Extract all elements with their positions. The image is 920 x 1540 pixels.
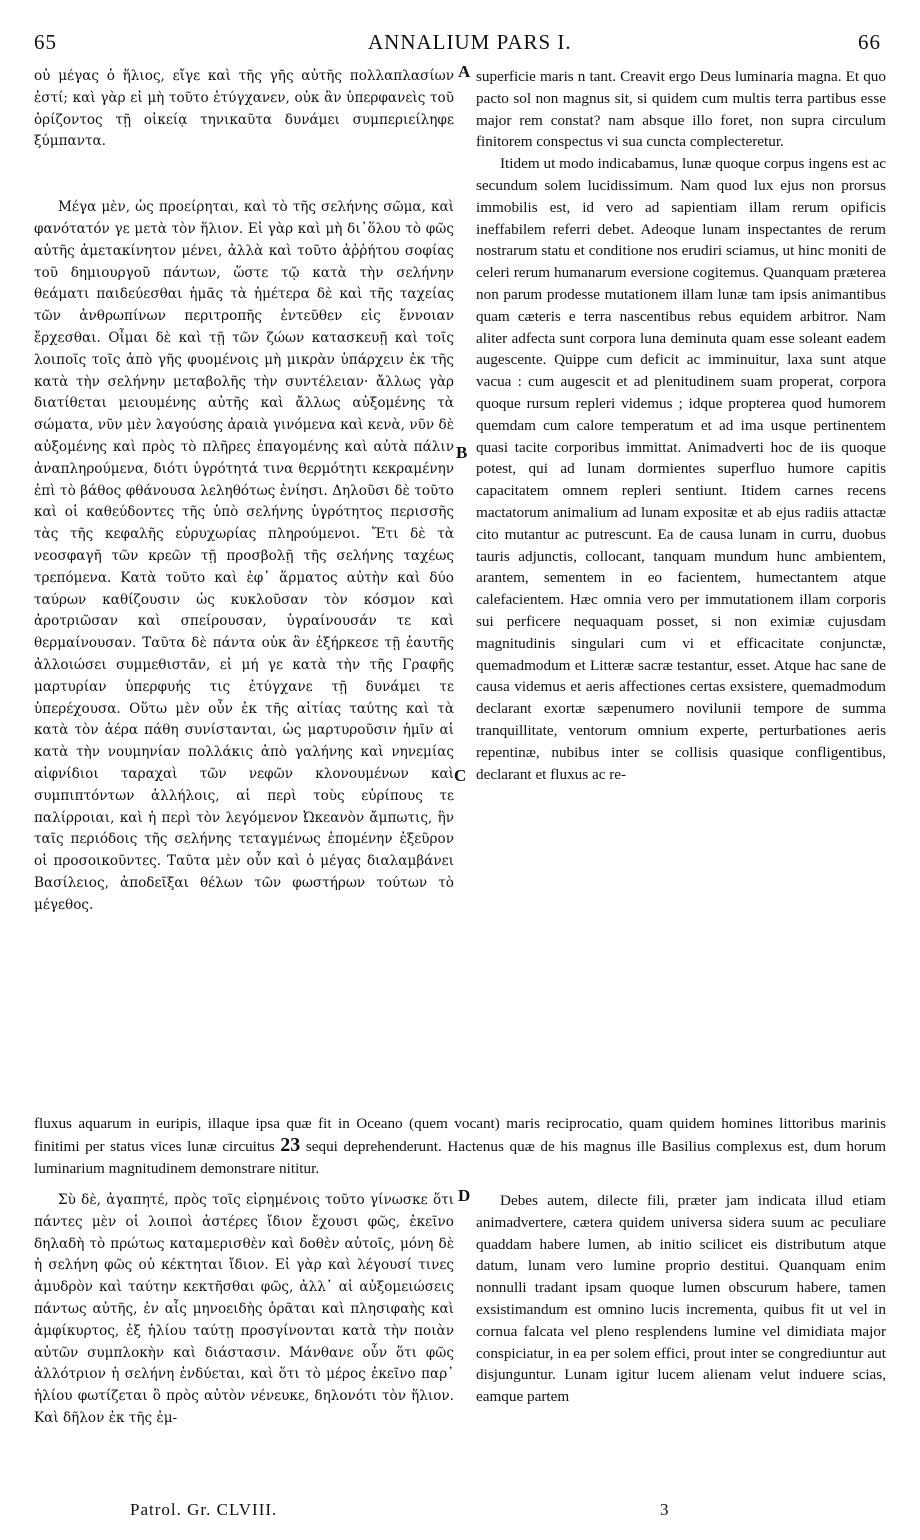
section-marker-c: C [454,766,467,785]
latin-full-width-continuation [34,1113,886,1179]
full-width-text-start: fluxus aquarum in euripis, illaque ipsa quæ fit in Oceano (quem vocant) maris reciprocatio, quam quidem homines littoribus marinis finitimi per status vices lunæ circuitus [34,1115,886,1155]
section-marker-a: A [458,62,471,81]
latin-column-top [476,66,886,785]
greek-paragraph-2: Μέγα μὲν, ὡς προείρηται, καὶ τὸ τῆς σελήνης σῶμα, καὶ φανότατόν γε μετὰ τὸν ἥλιον. Εἰ γὰρ καὶ μὴ δι᾽ὅλου τὸ φῶς αὐτῆς ἀμετακίνητον μένει, ἀλλὰ καὶ τοῦτο ἀῤῥήτου σοφίας τοῦ δημιουργοῦ πάντων, ὥστε τῷ κατὰ τὴν σελήνην θεάματι παιδεύεσθαι ἡμᾶς τὰ ἡμέτερα δὲ καὶ τῆς ταχείας τῶν ἀνθρωπίνων περιτροπῆς ἐντεῦθεν εἰς ἔννοιαν ἔρχεσθαι. Οἶμαι δὲ καὶ τῇ τῶν ζώων κατασκευῇ καὶ τοῖς λοιποῖς τοῖς ἀπὸ γῆς φυομένοις μὴ μικρὰν ὑπάρχειν ἐκ τῆς κατὰ τὴν σελήνην μεταβολῆς τὴν συντέλειαν· ἄλλως γὰρ διατίθεται μειουμένης αὐτῆς καὶ ἄλλως αὐξομένης τὰ σώματα, νῦν μὲν λαγούσης ἀραιὰ γινόμενα καὶ κενὰ, νῦν δὲ αὐξομένης καὶ πρὸς τὸ πλῆρες ἐπαγομένης καὶ αὐτὰ πάλιν ἀναπληρούμενα, διότι ὑγρότητά τινα θερμότητι κεκραμένην ἐπὶ τὸ βάθος φθάνουσα λεληθότως ἐνίησι. Δηλοῦσι δὲ τοῦτο καὶ οἱ καθεύδοντες τῆς ὑπὸ σελήνης ὑγρότητος περισσῆς τὰς τῆς κεφαλῆς εὐρυχωρίας πληρούμενοι. Ἔτι δὲ τὰ νεοσφαγῆ τῶν κρεῶν τῇ προσβολῇ τῆς σελήνης ταχέως τρεπόμενα. Κατὰ τοῦτο καὶ ἐφ᾽ ἅρματος αὐτὴν καὶ δύο ταύρων καθίζουσιν ὡς κυκλοῦσαν τὸν κόσμον καὶ ἀροτριῶσαν καὶ σπείρουσαν, ὑγραίνουσάν τε καὶ θερμαίνουσαν. Ταῦτα δὲ πάντα οὐκ ἂν ἐξήρκεσε τῇ ἑαυτῆς ἀλλοιώσει συμμεθιστᾶν, εἰ μή γε κατὰ τὴν τῆς Γραφῆς μαρτυρίαν ὑπερφυής τις ἐτύγχανε τῇ δυνάμει τε ὑπερέχουσα. Οὕτω μὲν οὖν ἐκ τῆς αἰτίας ταύτης καὶ τὰ κατὰ τὸν ἀέρα πάθη συνίστανται, ὡς μαρτυροῦσιν ἡμῖν αἱ κατὰ τὴν νουμηνίαν πολλάκις ἀπὸ γαλήνης καὶ νηνεμίας αἰφνίδιοι ταραχαὶ τῶν νεφῶν κλονουμένων καὶ συμπιπτόντων ἀλλήλοις, αἱ περὶ τοὺς εὐρίπους τε παλίρροιαι, καὶ ἡ περὶ τὸν λεγόμενον Ὠκεανὸν ἄμπωτις, ἣν ταῖς περιόδοις τῆς σελήνης τεταγμένως ἑπομένην ἐξεῦρον οἱ προσοικοῦντες. Ταῦτα μὲν οὖν καὶ ὁ μέγας διαλαμβάνει Βασίλειος, ἀποδεῖξαι θέλων τῶν φωστήρων τούτων τὸ μέγεθος. [34,199,454,913]
latin-paragraph-2: Itidem ut modo indicabamus, lunæ quoque corpus ingens est ac secundum solem lucidissimum. Nam quod lux ejus non prorsus immobilis est, id vero ad sapientiam illam rerum opificis ineffabilem referri debet. Adeoque lunam inspectantes de rerum nostrarum statu et conditione nos erudiri sciamus, ut hinc moniti de celeri rerum humanarum eversione cogitemus. Quanquam præterea non parum prodesse mutationem illam lunæ tam ipsis animantibus quam cæteris e terra nascentibus rebus equidem arbitror. Nam aliter adfecta sunt corpora luna deminuta quam esse soleant eadem augescente. Quippe cum deficit ac imminuitur, laxa sunt atque vacua : cum augescit et ad plenitudinem suam properat, corpora quoque rursum repleri videmus ; idque propterea quod humorem quemdam cum calore temperatum et ad ima usque pertinentem quasi tacite corporibus immittat. Animadverti hoc de iis quoque potest, qui ad lunam dormientes superfluo humore capitis capacitatem omnem repleri sentiunt. Itidem carnes recens mactatorum animalium ad lunam expositæ et ab ejus radiis attactæ cito mutantur ac putrescunt. Ea de causa lunam in curru, duobus tauris adjunctis, collocant, tanquam mundum hunc ambientem, arantem, sementem in eo facientem, humectantem atque calefacientem. Hæc omnia vero per immutationem illam corporis sui perficere nequaquam posset, si non eximiæ cujusdam magnitudinis singulari cum vi et efficacitate conjunctæ, quemadmodum et Litteræ sacræ testantur, esset. Atque hac sane de causa videmus et aeris affectiones certas exsistere, quemadmodum declarant exortæ sæpenumero novilunii tempore de summa tranquillitate, ventorum omnium experte, perturbationes aeris repentinæ, nubibus inter se collisis quasique confligentibus, declarant et fluxus ac re- [476,155,886,783]
section-marker-b: B [456,443,468,462]
footer-signature: 3 [660,1500,670,1519]
page-number-left: 65 [34,30,57,54]
footer-volume: Patrol. Gr. CLVIII. [130,1500,278,1519]
greek-paragraph-1: οὐ μέγας ὁ ἥλιος, εἴγε καὶ τῆς γῆς αὐτῆς πολλαπλασίων ἐστί; καὶ γὰρ εἰ μὴ τοῦτο ἐτύγχανεν, οὐκ ἂν ὑπερφανεὶς τοῦ ὁρίζοντος τῇ οἰκείᾳ τηνικαῦτα δυνάμει συμπεριείληφε ξύμπαντα. [34,68,454,150]
page-number-right: 66 [858,30,881,54]
section-marker-d: D [458,1186,471,1205]
latin-column-bottom [476,1190,886,1408]
latin-paragraph-3: Debes autem, dilecte fili, præter jam indicata illud etiam animadvertere, cætera quidem universa sidera suum ac peculiare quaddam habere lumen, ab initio scilicet eis distributum atque datum, lunam vero lumine proprio destitui. Quanquam enim nonnulli tradant ipsam quoque lumen obscurum habere, tamen exsistimandum est omnino lucis incrementa, quibus fit ut vel in cornua falcata vel pleno resplendens lumine vel dimidiata major conspiciatur, in ea per solem effici, prout inter se congrediuntur aut disjunguntur. Lunam igitur lucem alienam velut induere scias, eamque partem [476,1192,886,1406]
column-number: 23 [280,1133,301,1156]
greek-column-top [34,66,454,916]
running-title: ANNALIUM PARS I. [368,30,572,54]
latin-paragraph-1: superficie maris n tant. Creavit ergo Deus luminaria magna. Et quo pacto sol non magnus sit, si quidem cum multis terra partibus esse major rem constat? nam absque illo foret, non supra circulum finitorem conspectus vi sua cuncta complecteretur. [476,68,886,151]
greek-paragraph-3: Σὺ δὲ, ἀγαπητέ, πρὸς τοῖς εἰρημένοις τοῦτο γίνωσκε ὅτι πάντες μὲν οἱ λοιποὶ ἀστέρες ἴδιον ἔχουσι φῶς, ἐκεῖνο δηλαδὴ τὸ πρώτως καταμερισθὲν καὶ δοθὲν αὐτοῖς, μόνη δὲ ἡ σελήνη φῶς οὐ κέκτηται ἴδιον. Εἰ γὰρ καὶ λέγουσί τινες ἀμυδρὸν καὶ ταύτην κεκτῆσθαι φῶς, ἀλλ᾽ αἱ αὐξομειώσεις πάντως αὐτῆς, ἐν αἷς μηνοειδὴς ὁρᾶται καὶ πλησιφαὴς καὶ ἀμφίκυρτος, ἐξ ἡλίου ταύτῃ προσγίνονται κατὰ τὴν ποιὰν αὐτῶν συμπλοκὴν καὶ διάστασιν. Μάνθανε οὖν ὅτι φῶς ἀλλότριον ἡ σελήνη ἐνδύεται, καὶ ὅτι τὸ μέρος ἐκεῖνο παρ᾽ ἡλίου φωτίζεται ὃ πρὸς αὐτὸν νένευκε, δηλονότι τὸν ἥλιον. Καὶ δῆλον ἐκ τῆς ἐμ- [34,1192,454,1426]
greek-column-bottom [34,1190,454,1430]
full-width-text-end: sequi deprehenderunt. Hactenus quæ de his magnus ille Basilius complexus est, dum horum luminarium magnitudinem demonstrare nititur. [34,1137,887,1177]
